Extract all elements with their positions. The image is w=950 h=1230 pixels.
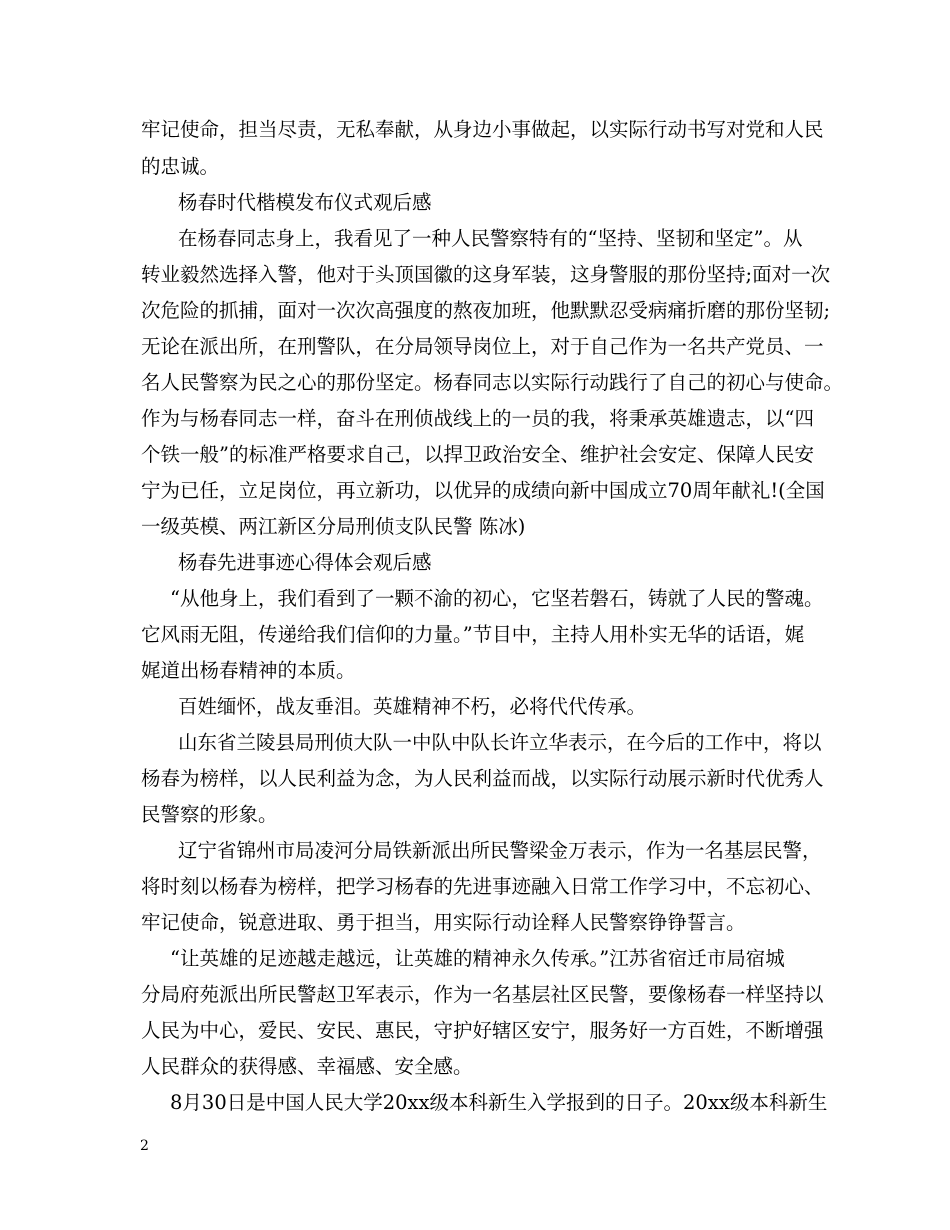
body-line: 人民群众的获得感、幸福感、安全感。 (141, 1055, 473, 1078)
body-line: 无论在派出所，在刑警队，在分局领导岗位上，对于自己作为一名共产党员、一 (141, 335, 824, 358)
body-line: 山东省兰陵县局刑侦大队一中队中队长许立华表示，在今后的工作中，将以 (178, 731, 822, 754)
body-line: 民警察的形象。 (141, 803, 278, 826)
body-line: 宁为已任，立足岗位，再立新功，以优异的成绩向新中国成立70周年献礼!(全国 (141, 479, 825, 502)
body-line: 名人民警察为民之心的那份坚定。杨春同志以实际行动践行了自己的初心与使命。 (141, 371, 844, 394)
body-line: 一级英模、两江新区分局刑侦支队民警 陈冰) (141, 515, 526, 538)
body-line: 个铁一般”的标准严格要求自己，以捍卫政治安全、维护社会安定、保障人民安 (141, 443, 814, 466)
body-line: 作为与杨春同志一样，奋斗在刑侦战线上的一员的我，将秉承英雄遗志，以“四 (141, 407, 814, 430)
body-line: “从他身上，我们看到了一颗不渝的初心，它坚若磐石，铸就了人民的警魂。 (170, 587, 824, 610)
body-line: 的忠诚。 (141, 155, 220, 178)
body-line: 人民为中心，爱民、安民、惠民，守护好辖区安宁，服务好一方百姓，不断增强 (141, 1019, 824, 1042)
body-line: 牢记使命，担当尽责，无私奉献，从身边小事做起，以实际行动书写对党和人民 (141, 118, 824, 141)
body-line: 转业毅然选择入警，他对于头顶国徽的这身军装，这身警服的那份坚持;面对一次 (141, 263, 831, 286)
page-number: 2 (140, 1138, 149, 1154)
body-line: 牢记使命，锐意进取、勇于担当，用实际行动诠释人民警察铮铮誓言。 (141, 911, 746, 934)
body-line: 娓道出杨春精神的本质。 (141, 659, 356, 682)
body-line: 次危险的抓捕，面对一次次高强度的熬夜加班，他默默忍受病痛折磨的那份坚韧; (141, 299, 831, 322)
body-line: 杨春为榜样，以人民利益为念，为人民利益而战，以实际行动展示新时代优秀人 (141, 767, 824, 790)
body-line: 分局府苑派出所民警赵卫军表示，作为一名基层社区民警，要像杨春一样坚持以 (141, 983, 824, 1006)
body-line: 在杨春同志身上，我看见了一种人民警察特有的“坚持、坚韧和坚定”。从 (178, 227, 803, 250)
section-heading: 杨春先进事迹心得体会观后感 (178, 551, 432, 574)
body-line: 它风雨无阻，传递给我们信仰的力量。”节目中，主持人用朴实无华的话语，娓 (141, 623, 805, 646)
section-heading: 杨春时代楷模发布仪式观后感 (178, 191, 432, 214)
body-line: 8月30日是中国人民大学20xx级本科新生入学报到的日子。20xx级本科新生 (170, 1091, 828, 1114)
body-line: 将时刻以杨春为榜样，把学习杨春的先进事迹融入日常工作学习中，不忘初心、 (141, 875, 824, 898)
body-line: 百姓缅怀，战友垂泪。英雄精神不朽，必将代代传承。 (178, 695, 647, 718)
body-line: 辽宁省锦州市局凌河分局铁新派出所民警梁金万表示，作为一名基层民警， (178, 839, 822, 862)
body-line: “让英雄的足迹越走越远，让英雄的精神永久传承。”江苏省宿迁市局宿城 (170, 947, 785, 970)
